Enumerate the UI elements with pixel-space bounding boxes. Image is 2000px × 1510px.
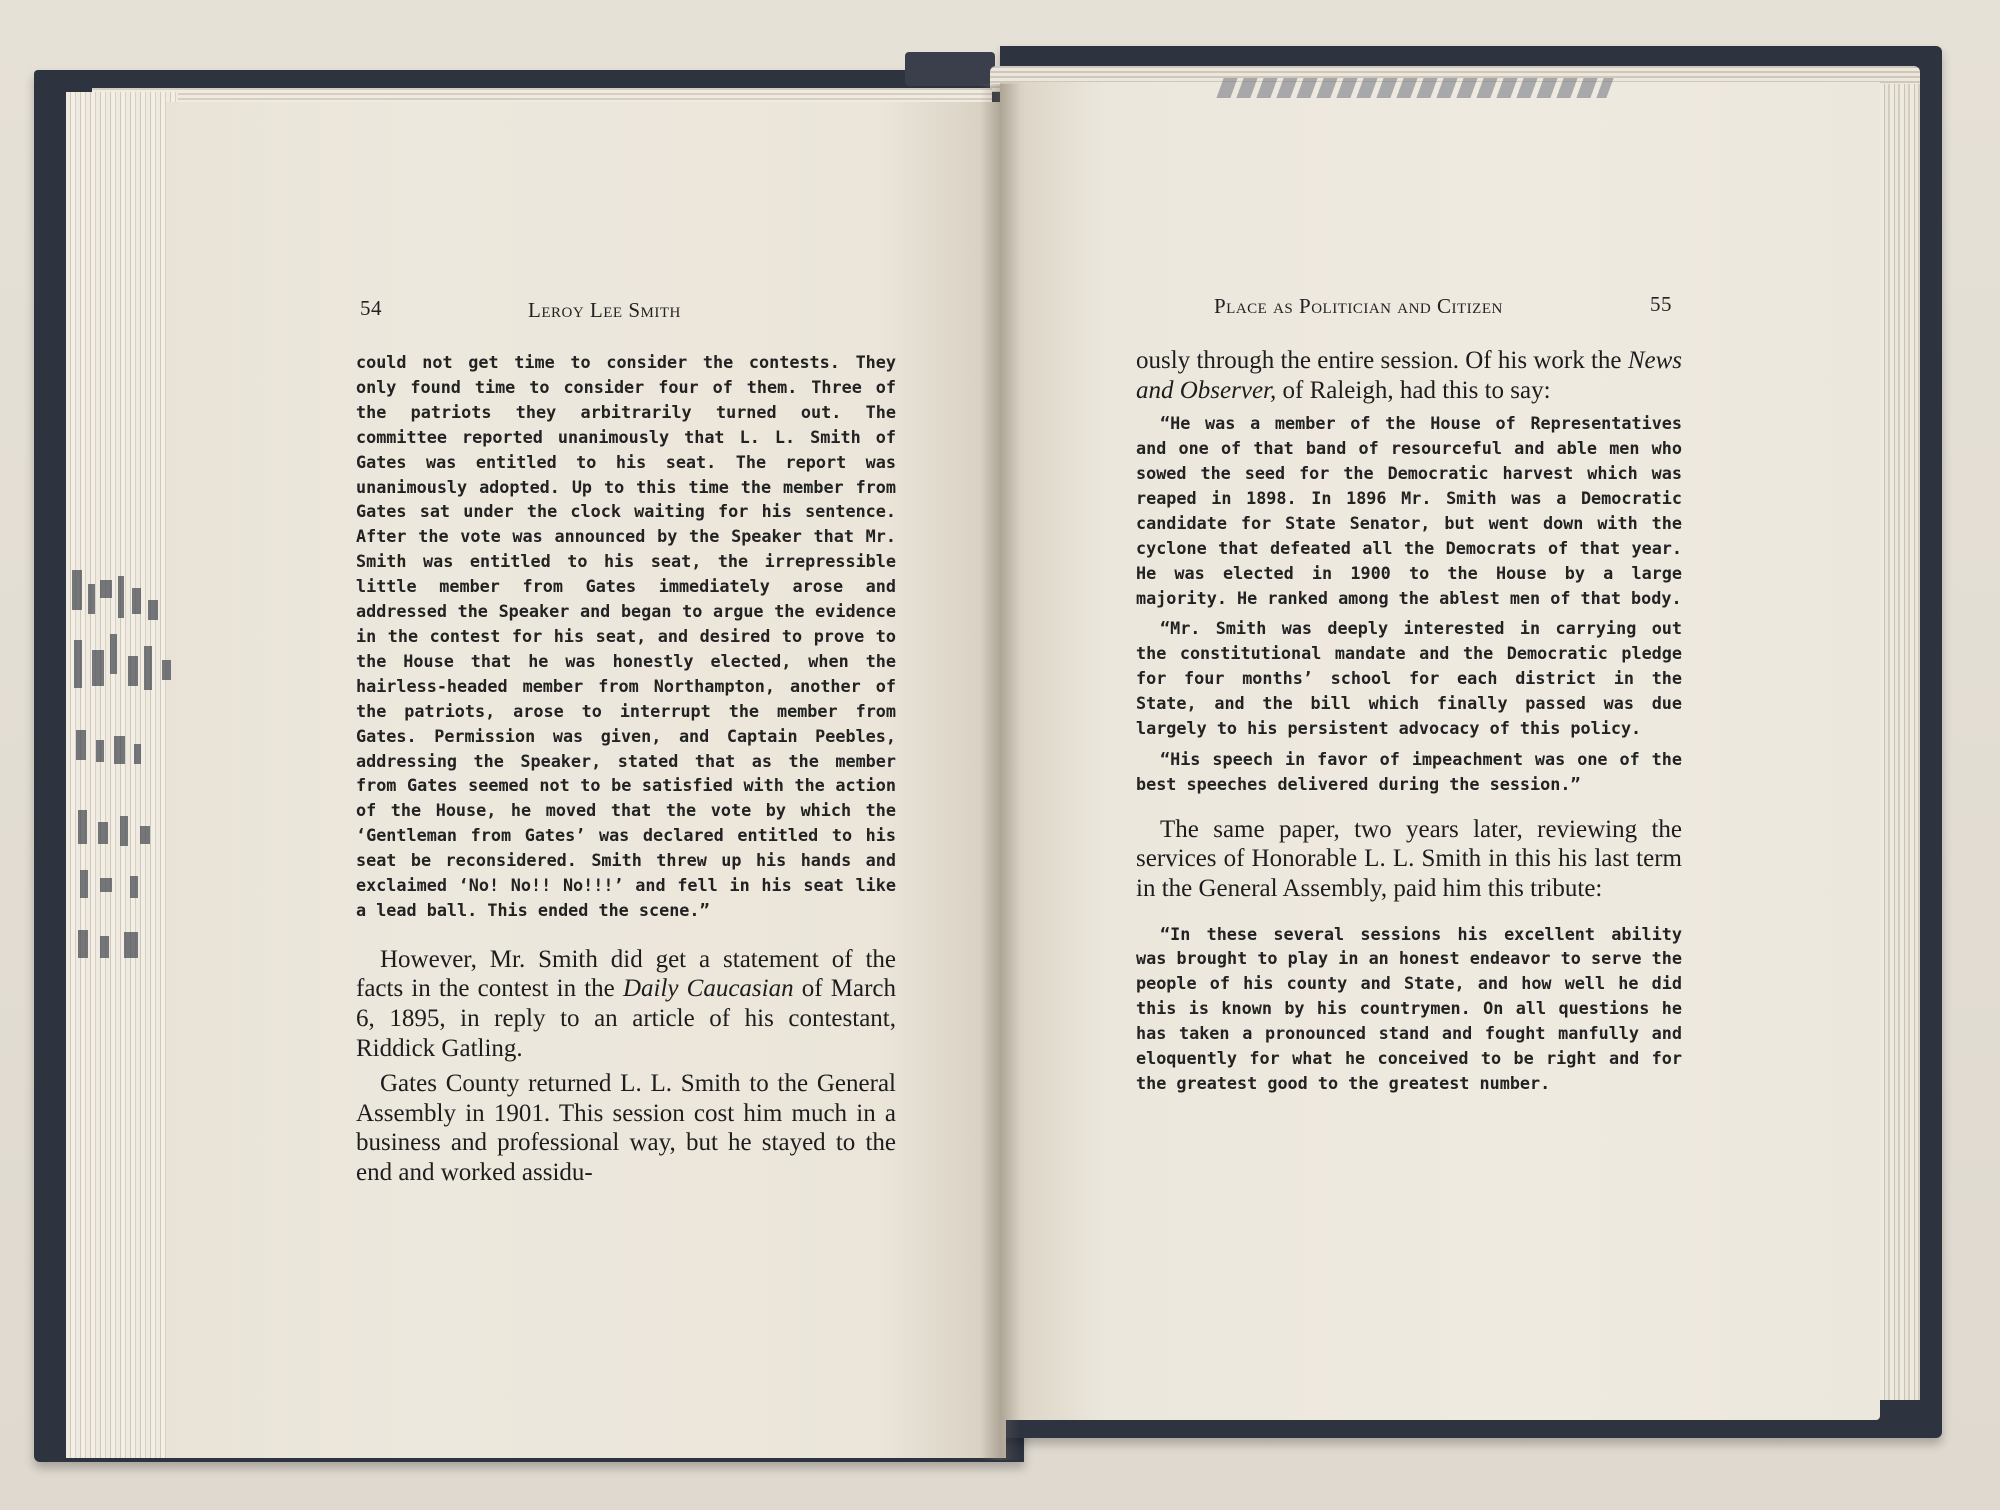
left-text-column (356, 350, 896, 1188)
right-page-number: 55 (1650, 292, 1672, 316)
quote-paragraph: “Mr. Smith was deeply interested in carrying out the constitutional mandate and the Democratic pledge for four months’ school for each district in the State, and the bill which finally passed was due largely to his persistent advocacy of this policy. (1136, 618, 1682, 739)
body-paragraph: The same paper, two years later, reviewing the services of Honorable L. L. Smith in this his last term in the General Assembly, paid him this tribute: (1136, 815, 1682, 902)
quote-paragraph: “He was a member of the House of Representatives and one of that band of resourceful and able men who sowed the seed for the Democratic harvest which was reaped in 1898. In 1896 Mr. Smith was a Democratic candidate for State Senator, but went down with the cyclone that defeated all the Democrats of that year. He was elected in 1900 to the House by a large majority. He ranked among the ablest men of that body. (1136, 413, 1682, 608)
bleed-through-marks (70, 560, 190, 960)
text-run: of March 6, 1895, in reply to an article of his contestant, Riddick Gatling. (356, 975, 897, 1062)
text-run: of Raleigh, had this to say: (1276, 376, 1551, 404)
quote-paragraph: “His speech in favor of impeachment was one of the best speeches delivered during the session.” (1136, 748, 1682, 794)
bleed-through-header (1216, 78, 1613, 98)
left-page-number: 54 (360, 296, 382, 320)
text-run: ously through the entire session. Of his work the (1136, 347, 1628, 374)
gutter-shadow (980, 84, 1020, 1460)
newspaper-title: News and Observer, (1136, 347, 1682, 404)
right-running-head: Place as Politician and Citizen (1214, 294, 1503, 318)
left-running-head: Leroy Lee Smith (528, 298, 681, 322)
body-paragraph: Gates County returned L. L. Smith to the General Assembly in 1901. This session cost him much in a business and professional way, but he stayed to the end and worked assidu- (356, 1070, 896, 1186)
spine-top (905, 52, 995, 86)
text-run: However, Mr. Smith did get a statement of the facts in the contest in the (356, 945, 896, 1003)
body-paragraph (1136, 346, 1682, 405)
quote-paragraph: could not get time to consider the contests. They only found time to consider four of them. Three of the patriots they arbitrarily turned out. The committee reported unanimously that L. L. Smith of Gates was entitled to his seat. The report was unanimously adopted. Up to this time the member from Gates sat under the clock waiting for his sentence. After the vote was announced by the Speaker that Mr. Smith was entitled to his seat, the irrepressible little member from Gates immediately arose and addressed the Speaker and began to argue the evidence in the contest for his seat, and desired to prove to the House that he was honestly elected, when the hairless-headed member from Northampton, another of the patriots, arose to interrupt the member from Gates. Permission was given, and Captain Peebles, addressing the Speaker, stated that as the member from Gates seemed not to be satisfied with the action of the House, he moved that the vote by which the ‘Gentleman from Gates’ was declared entitled to his seat be reconsidered. Smith threw up his hands and exclaimed ‘No! No!! No!!!’ and fell in his seat like a lead ball. This ended the scene.” (356, 352, 896, 920)
quote-paragraph: “In these several sessions his excellent ability was brought to play in an honest endeavor to serve the people of his county and State, and how well he did this is known by his countrymen. On all questions he has taken a pronounced stand and fought manfully and eloquently for what he conceived to be right and for the greatest good to the greatest number. (1136, 923, 1682, 1093)
newspaper-title: Daily Caucasian (622, 975, 794, 1003)
right-text-column (1136, 346, 1682, 1096)
body-paragraph (356, 945, 896, 1063)
